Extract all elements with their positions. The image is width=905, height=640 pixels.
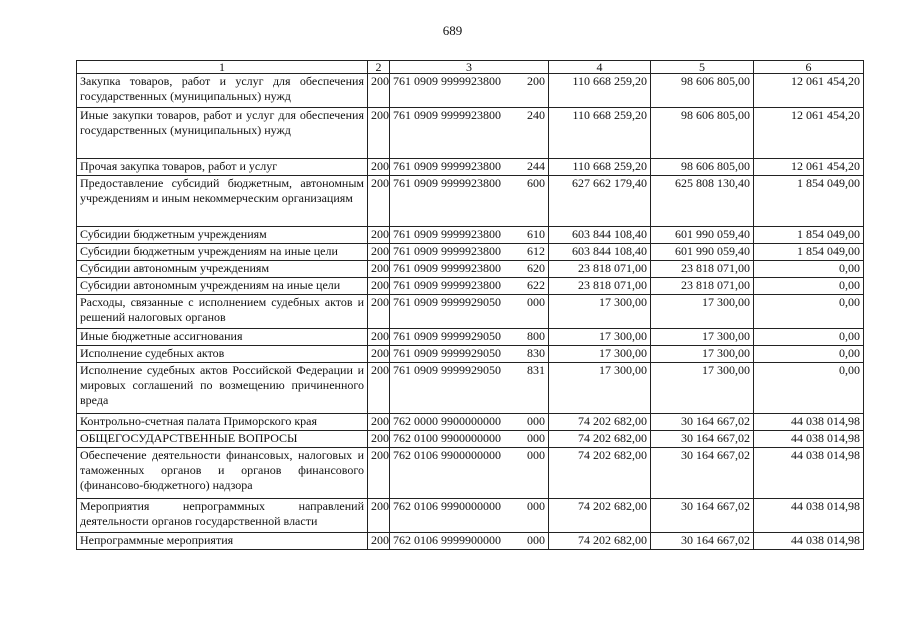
amount-col-4: 603 844 108,40: [549, 227, 651, 244]
table-row: [77, 108, 864, 159]
classification-code-cell: [390, 329, 549, 346]
classification-code-cell: [390, 278, 549, 295]
expense-type-code: 000: [527, 431, 545, 445]
table-row: [77, 159, 864, 176]
table-row: [77, 295, 864, 329]
table-row: [77, 499, 864, 533]
expense-name: Предоставление субсидий бюджетным, автономным учреждениям и иным некоммерческим организациям: [77, 176, 368, 227]
classification-code-cell: [390, 261, 549, 278]
ministry-code: 200: [368, 244, 390, 261]
ministry-code: 200: [368, 227, 390, 244]
amount-col-5: 30 164 667,02: [651, 533, 754, 550]
amount-col-4: 110 668 259,20: [549, 74, 651, 108]
classification-code-cell: [390, 74, 549, 108]
table-row: [77, 329, 864, 346]
section-article-code: 761 0909 9999923800: [393, 227, 501, 241]
amount-col-4: 110 668 259,20: [549, 159, 651, 176]
table-row: [77, 448, 864, 499]
classification-code-cell: [390, 159, 549, 176]
ministry-code: 200: [368, 159, 390, 176]
ministry-code: 200: [368, 74, 390, 108]
amount-col-4: 627 662 179,40: [549, 176, 651, 227]
section-article-code: 762 0000 9900000000: [393, 414, 501, 428]
section-article-code: 761 0909 9999929050: [393, 346, 501, 360]
amount-col-4: 74 202 682,00: [549, 533, 651, 550]
amount-col-6: 1 854 049,00: [754, 176, 864, 227]
ministry-code: 200: [368, 278, 390, 295]
ministry-code: 200: [368, 414, 390, 431]
expense-name: Обеспечение деятельности финансовых, налоговых и таможенных органов и органов финансового (финансово-бюджетного) надзора: [77, 448, 368, 499]
expense-name: Субсидии бюджетным учреждениям: [77, 227, 368, 244]
header-col-3: 3: [390, 61, 549, 74]
amount-col-4: 17 300,00: [549, 295, 651, 329]
ministry-code: 200: [368, 363, 390, 414]
expense-type-code: 610: [527, 227, 545, 241]
header-col-2: 2: [368, 61, 390, 74]
classification-code-cell: [390, 414, 549, 431]
amount-col-5: 98 606 805,00: [651, 108, 754, 159]
amount-col-5: 23 818 071,00: [651, 261, 754, 278]
amount-col-4: 74 202 682,00: [549, 414, 651, 431]
section-article-code: 761 0909 9999923800: [393, 176, 501, 190]
header-col-5: 5: [651, 61, 754, 74]
table-row: [77, 74, 864, 108]
amount-col-5: 17 300,00: [651, 329, 754, 346]
expense-type-code: 000: [527, 448, 545, 462]
section-article-code: 761 0909 9999929050: [393, 295, 501, 309]
amount-col-6: 0,00: [754, 329, 864, 346]
amount-col-6: 1 854 049,00: [754, 244, 864, 261]
amount-col-5: 30 164 667,02: [651, 499, 754, 533]
classification-code-cell: [390, 499, 549, 533]
amount-col-5: 17 300,00: [651, 346, 754, 363]
amount-col-6: 12 061 454,20: [754, 108, 864, 159]
expense-type-code: 000: [527, 499, 545, 513]
ministry-code: 200: [368, 448, 390, 499]
table-row: [77, 346, 864, 363]
expense-type-code: 800: [527, 329, 545, 343]
amount-col-6: 0,00: [754, 363, 864, 414]
classification-code-cell: [390, 176, 549, 227]
table-row: [77, 244, 864, 261]
table-row: [77, 431, 864, 448]
table-row: [77, 227, 864, 244]
ministry-code: 200: [368, 329, 390, 346]
amount-col-6: 0,00: [754, 261, 864, 278]
expense-name: Расходы, связанные с исполнением судебных актов и решений налоговых органов: [77, 295, 368, 329]
expense-type-code: 240: [527, 108, 545, 122]
amount-col-6: 44 038 014,98: [754, 431, 864, 448]
amount-col-5: 30 164 667,02: [651, 448, 754, 499]
expense-name: Контрольно-счетная палата Приморского края: [77, 414, 368, 431]
section-article-code: 761 0909 9999929050: [393, 329, 501, 343]
header-col-4: 4: [549, 61, 651, 74]
section-article-code: 761 0909 9999923800: [393, 244, 501, 258]
amount-col-4: 110 668 259,20: [549, 108, 651, 159]
expense-name: Субсидии бюджетным учреждениям на иные цели: [77, 244, 368, 261]
amount-col-5: 30 164 667,02: [651, 431, 754, 448]
expense-type-code: 622: [527, 278, 545, 292]
amount-col-4: 23 818 071,00: [549, 278, 651, 295]
ministry-code: 200: [368, 346, 390, 363]
section-article-code: 762 0106 9999900000: [393, 533, 501, 547]
expense-type-code: 200: [527, 74, 545, 88]
amount-col-6: 12 061 454,20: [754, 159, 864, 176]
amount-col-6: 0,00: [754, 278, 864, 295]
expense-type-code: 000: [527, 414, 545, 428]
expense-name: Иные бюджетные ассигнования: [77, 329, 368, 346]
expense-name: Закупка товаров, работ и услуг для обеспечения государственных (муниципальных) нужд: [77, 74, 368, 108]
ministry-code: 200: [368, 261, 390, 278]
amount-col-6: 12 061 454,20: [754, 74, 864, 108]
ministry-code: 200: [368, 108, 390, 159]
section-article-code: 762 0106 9990000000: [393, 499, 501, 513]
expense-name: Непрограммные мероприятия: [77, 533, 368, 550]
expense-type-code: 830: [527, 346, 545, 360]
table-row: [77, 278, 864, 295]
classification-code-cell: [390, 431, 549, 448]
table-row: [77, 414, 864, 431]
amount-col-4: 74 202 682,00: [549, 431, 651, 448]
expense-name: Исполнение судебных актов Российской Федерации и мировых соглашений по возмещению причиненного вреда: [77, 363, 368, 414]
expense-name: Мероприятия непрограммных направлений деятельности органов государственной власти: [77, 499, 368, 533]
amount-col-6: 1 854 049,00: [754, 227, 864, 244]
budget-table-body: [77, 61, 864, 550]
expense-type-code: 600: [527, 176, 545, 190]
amount-col-4: 17 300,00: [549, 346, 651, 363]
classification-code-cell: [390, 448, 549, 499]
classification-code-cell: [390, 244, 549, 261]
classification-code-cell: [390, 227, 549, 244]
expense-name: Субсидии автономным учреждениям на иные цели: [77, 278, 368, 295]
amount-col-4: 74 202 682,00: [549, 499, 651, 533]
amount-col-6: 44 038 014,98: [754, 414, 864, 431]
amount-col-4: 17 300,00: [549, 329, 651, 346]
amount-col-6: 0,00: [754, 295, 864, 329]
section-article-code: 761 0909 9999929050: [393, 363, 501, 377]
ministry-code: 200: [368, 499, 390, 533]
header-col-1: 1: [77, 61, 368, 74]
classification-code-cell: [390, 295, 549, 329]
header-row: [77, 61, 864, 74]
amount-col-5: 625 808 130,40: [651, 176, 754, 227]
table-row: [77, 176, 864, 227]
amount-col-4: 603 844 108,40: [549, 244, 651, 261]
ministry-code: 200: [368, 176, 390, 227]
classification-code-cell: [390, 108, 549, 159]
classification-code-cell: [390, 346, 549, 363]
amount-col-4: 74 202 682,00: [549, 448, 651, 499]
amount-col-5: 30 164 667,02: [651, 414, 754, 431]
ministry-code: 200: [368, 431, 390, 448]
expense-name: Прочая закупка товаров, работ и услуг: [77, 159, 368, 176]
classification-code-cell: [390, 533, 549, 550]
section-article-code: 762 0106 9900000000: [393, 448, 501, 462]
table-row: [77, 533, 864, 550]
expense-name: Иные закупки товаров, работ и услуг для обеспечения государственных (муниципальных) нужд: [77, 108, 368, 159]
amount-col-4: 23 818 071,00: [549, 261, 651, 278]
header-col-6: 6: [754, 61, 864, 74]
amount-col-6: 44 038 014,98: [754, 533, 864, 550]
amount-col-6: 44 038 014,98: [754, 499, 864, 533]
expense-name: Исполнение судебных актов: [77, 346, 368, 363]
amount-col-5: 98 606 805,00: [651, 74, 754, 108]
amount-col-5: 601 990 059,40: [651, 244, 754, 261]
expense-type-code: 000: [527, 533, 545, 547]
amount-col-6: 0,00: [754, 346, 864, 363]
amount-col-5: 23 818 071,00: [651, 278, 754, 295]
section-article-code: 761 0909 9999923800: [393, 159, 501, 173]
section-article-code: 762 0100 9900000000: [393, 431, 501, 445]
table-row: [77, 363, 864, 414]
budget-table: [76, 60, 864, 550]
ministry-code: 200: [368, 295, 390, 329]
amount-col-5: 98 606 805,00: [651, 159, 754, 176]
classification-code-cell: [390, 363, 549, 414]
amount-col-5: 17 300,00: [651, 363, 754, 414]
table-row: [77, 261, 864, 278]
amount-col-5: 601 990 059,40: [651, 227, 754, 244]
amount-col-6: 44 038 014,98: [754, 448, 864, 499]
expense-name: ОБЩЕГОСУДАРСТВЕННЫЕ ВОПРОСЫ: [77, 431, 368, 448]
ministry-code: 200: [368, 533, 390, 550]
section-article-code: 761 0909 9999923800: [393, 278, 501, 292]
expense-type-code: 244: [527, 159, 545, 173]
expense-type-code: 620: [527, 261, 545, 275]
amount-col-5: 17 300,00: [651, 295, 754, 329]
amount-col-4: 17 300,00: [549, 363, 651, 414]
section-article-code: 761 0909 9999923800: [393, 108, 501, 122]
expense-type-code: 000: [527, 295, 545, 309]
expense-type-code: 831: [527, 363, 545, 377]
section-article-code: 761 0909 9999923800: [393, 261, 501, 275]
section-article-code: 761 0909 9999923800: [393, 74, 501, 88]
page-number: 689: [442, 23, 463, 38]
expense-type-code: 612: [527, 244, 545, 258]
expense-name: Субсидии автономным учреждениям: [77, 261, 368, 278]
